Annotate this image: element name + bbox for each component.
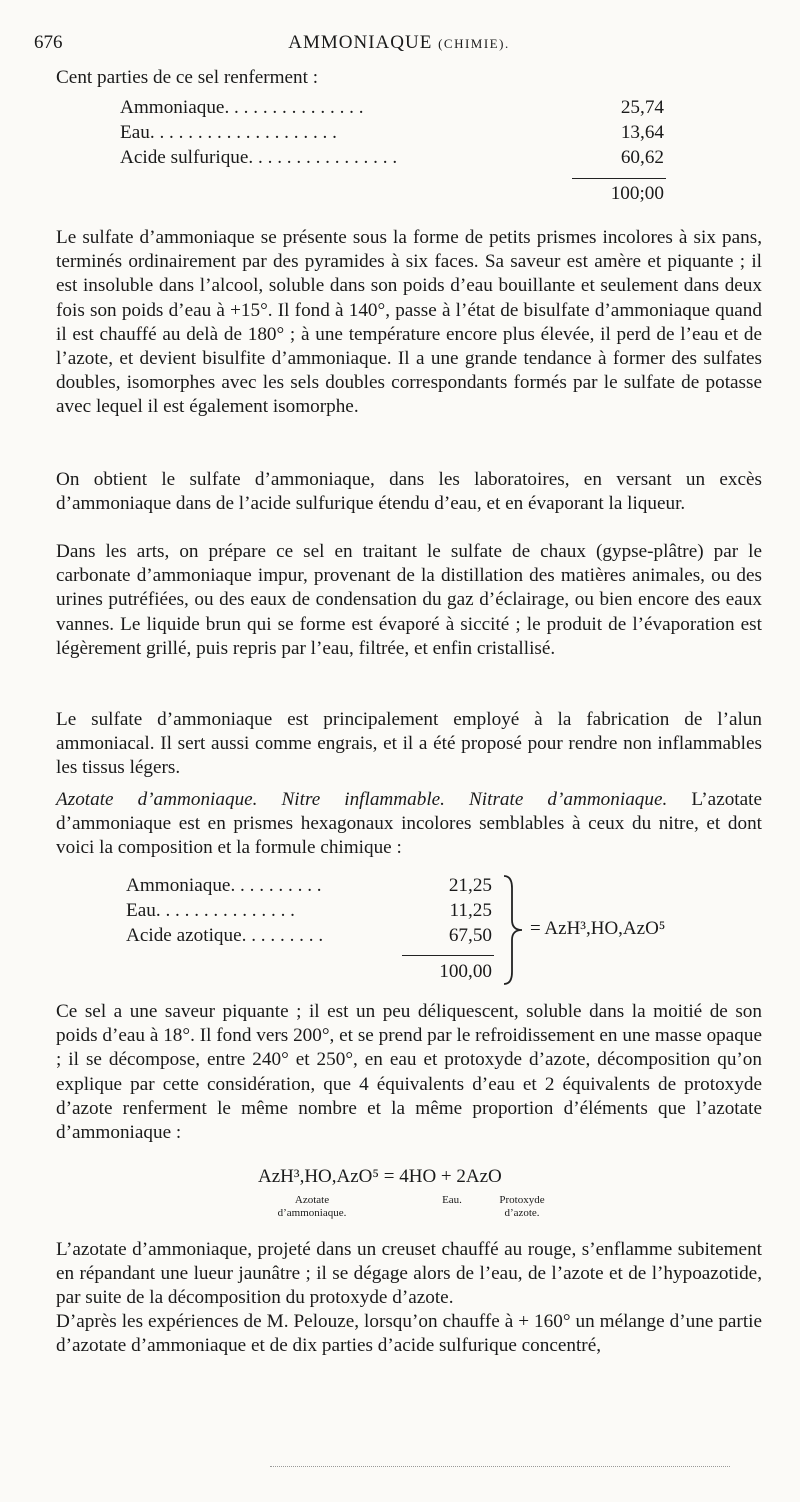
- row-value: 60,62: [620, 147, 664, 168]
- page-title: [34, 32, 764, 54]
- running-header: [34, 32, 764, 58]
- footer-mark: [270, 1466, 730, 1471]
- row-label: Ammoniaque: [126, 875, 231, 896]
- nitrate-heading: Azotate d’ammoniaque. Nitre inflammable. Nitrate d’ammoniaque.: [56, 789, 668, 810]
- equation-caption: Azotate d’ammoniaque.: [277, 1194, 347, 1219]
- composition-total: 100,00: [439, 961, 492, 982]
- paragraph: Dans les arts, on prépare ce sel en traitant le sulfate de chaux (gypse-plâtre) par le carbonate d’ammoniaque impur, provenant de la distillation des matières animales, ou des urines putréfiées, ou des eaux de condensation du gaz d’éclairage, ou bien encore des eaux vannes. Le liquide brun qui se forme est évaporé à siccité ; le produit de l’évaporation est légèrement grillé, puis repris par l’eau, filtrée, et enfin cristallisé.: [56, 541, 762, 659]
- paragraph: On obtient le sulfate d’ammoniaque, dans les laboratoires, en versant un excès d’ammoniaque dans de l’acide sulfurique étendu d’eau, et en évaporant la liqueur.: [56, 469, 762, 515]
- equation-caption: Protoxyde d’azote.: [499, 1194, 545, 1219]
- row-value: 13,64: [620, 122, 664, 143]
- composition-row: Ammoniaque. . . . . . . . . .: [126, 875, 322, 896]
- paragraph-nitrate: [56, 788, 762, 861]
- sum-rule: [572, 178, 666, 179]
- composition-row: Acide azotique. . . . . . . . .: [126, 925, 324, 946]
- row-label: Eau: [120, 122, 150, 143]
- sum-rule: [402, 955, 494, 956]
- row-label: Acide sulfurique: [120, 147, 249, 168]
- equation-caption: Eau.: [442, 1194, 462, 1206]
- row-label: Ammoniaque: [120, 97, 225, 118]
- composition-row: Ammoniaque. . . . . . . . . . . . . . .: [120, 97, 364, 118]
- composition-row: Eau. . . . . . . . . . . . . . . . . . . .: [120, 122, 337, 143]
- row-label: Acide azotique: [126, 925, 242, 946]
- composition-intro: Cent parties de ce sel renferment :: [56, 67, 319, 88]
- title-main: AMMONIAQUE: [288, 32, 433, 53]
- page-number: 676: [34, 32, 63, 53]
- composition-row: Acide sulfurique. . . . . . . . . . . . . . . .: [120, 147, 398, 168]
- row-label: Eau: [126, 900, 156, 921]
- composition-total: 100;00: [610, 183, 664, 204]
- paragraph: Le sulfate d’ammoniaque se présente sous la forme de petits prismes incolores à six pans, terminés ordinairement par des pyramides à six faces. Sa saveur est amère et piquante ; il est insoluble dans l’alcool, soluble dans son poids d’eau bouillante et seulement dans deux fois son poids d’eau à +15°. Il fond à 140°, passe à l’état de bisulfate d’ammoniaque quand il est chauffé au delà de 180° ; à une température encore plus élevée, il perd de l’eau et de l’azote, et devient bisulfite d’ammoniaque. Il a une grande tendance à former des sulfates doubles, isomorphes avec les sels doubles correspondants formés par le sulfate de potasse avec lequel il est également isomorphe.: [56, 227, 762, 418]
- row-value: 21,25: [448, 875, 492, 896]
- row-value: 67,50: [448, 925, 492, 946]
- paragraph: Ce sel a une saveur piquante ; il est un peu déliquescent, soluble dans la moitié de son poids d’eau à 18°. Il fond vers 200°, et se prend par le refroidissement en une masse opaque ; il se décompose, entre 240° et 250°, en eau et protoxyde d’azote, décomposition qu’on explique par cette considération, que 4 équivalents d’eau et 2 équivalents de protoxyde d’azote renferment le même nombre et la même proportion d’éléments que l’azotate d’ammoniaque :: [56, 1001, 762, 1144]
- paragraph: Le sulfate d’ammoniaque est principalement employé à la fabrication de l’alun ammoniacal. Il sert aussi comme engrais, et il a été proposé pour rendre non inflammables les tissus légers.: [56, 709, 762, 779]
- paragraph: D’après les expériences de M. Pelouze, lorsqu’on chauffe à + 160° un mélange d’une partie d’azotate d’ammoniaque et de dix parties d’acide sulfurique concentré,: [56, 1311, 762, 1357]
- nitrate-formula: = AzH³,HO,AzO⁵: [530, 918, 666, 939]
- nitrate-text: L’azotate d’ammoniaque est en prismes hexagonaux incolores semblables à ceux du nitre, et dont voici la composition et la formule chimique :: [56, 789, 763, 859]
- row-value: 25,74: [620, 97, 664, 118]
- right-brace-icon: [500, 874, 532, 986]
- row-value: 11,25: [449, 900, 492, 921]
- decomposition-equation: AzH³,HO,AzO⁵ = 4HO + 2AzO: [258, 1166, 502, 1187]
- composition-row: Eau. . . . . . . . . . . . . . .: [126, 900, 295, 921]
- title-qualifier: (CHIMIE).: [438, 36, 510, 51]
- paragraph: L’azotate d’ammoniaque, projeté dans un creuset chauffé au rouge, s’enflamme subitement en répandant une lueur jaunâtre ; il se dégage alors de l’eau, de l’azote et de l’hypoazotide, par suite de la décomposition du protoxyde d’azote.: [56, 1239, 762, 1309]
